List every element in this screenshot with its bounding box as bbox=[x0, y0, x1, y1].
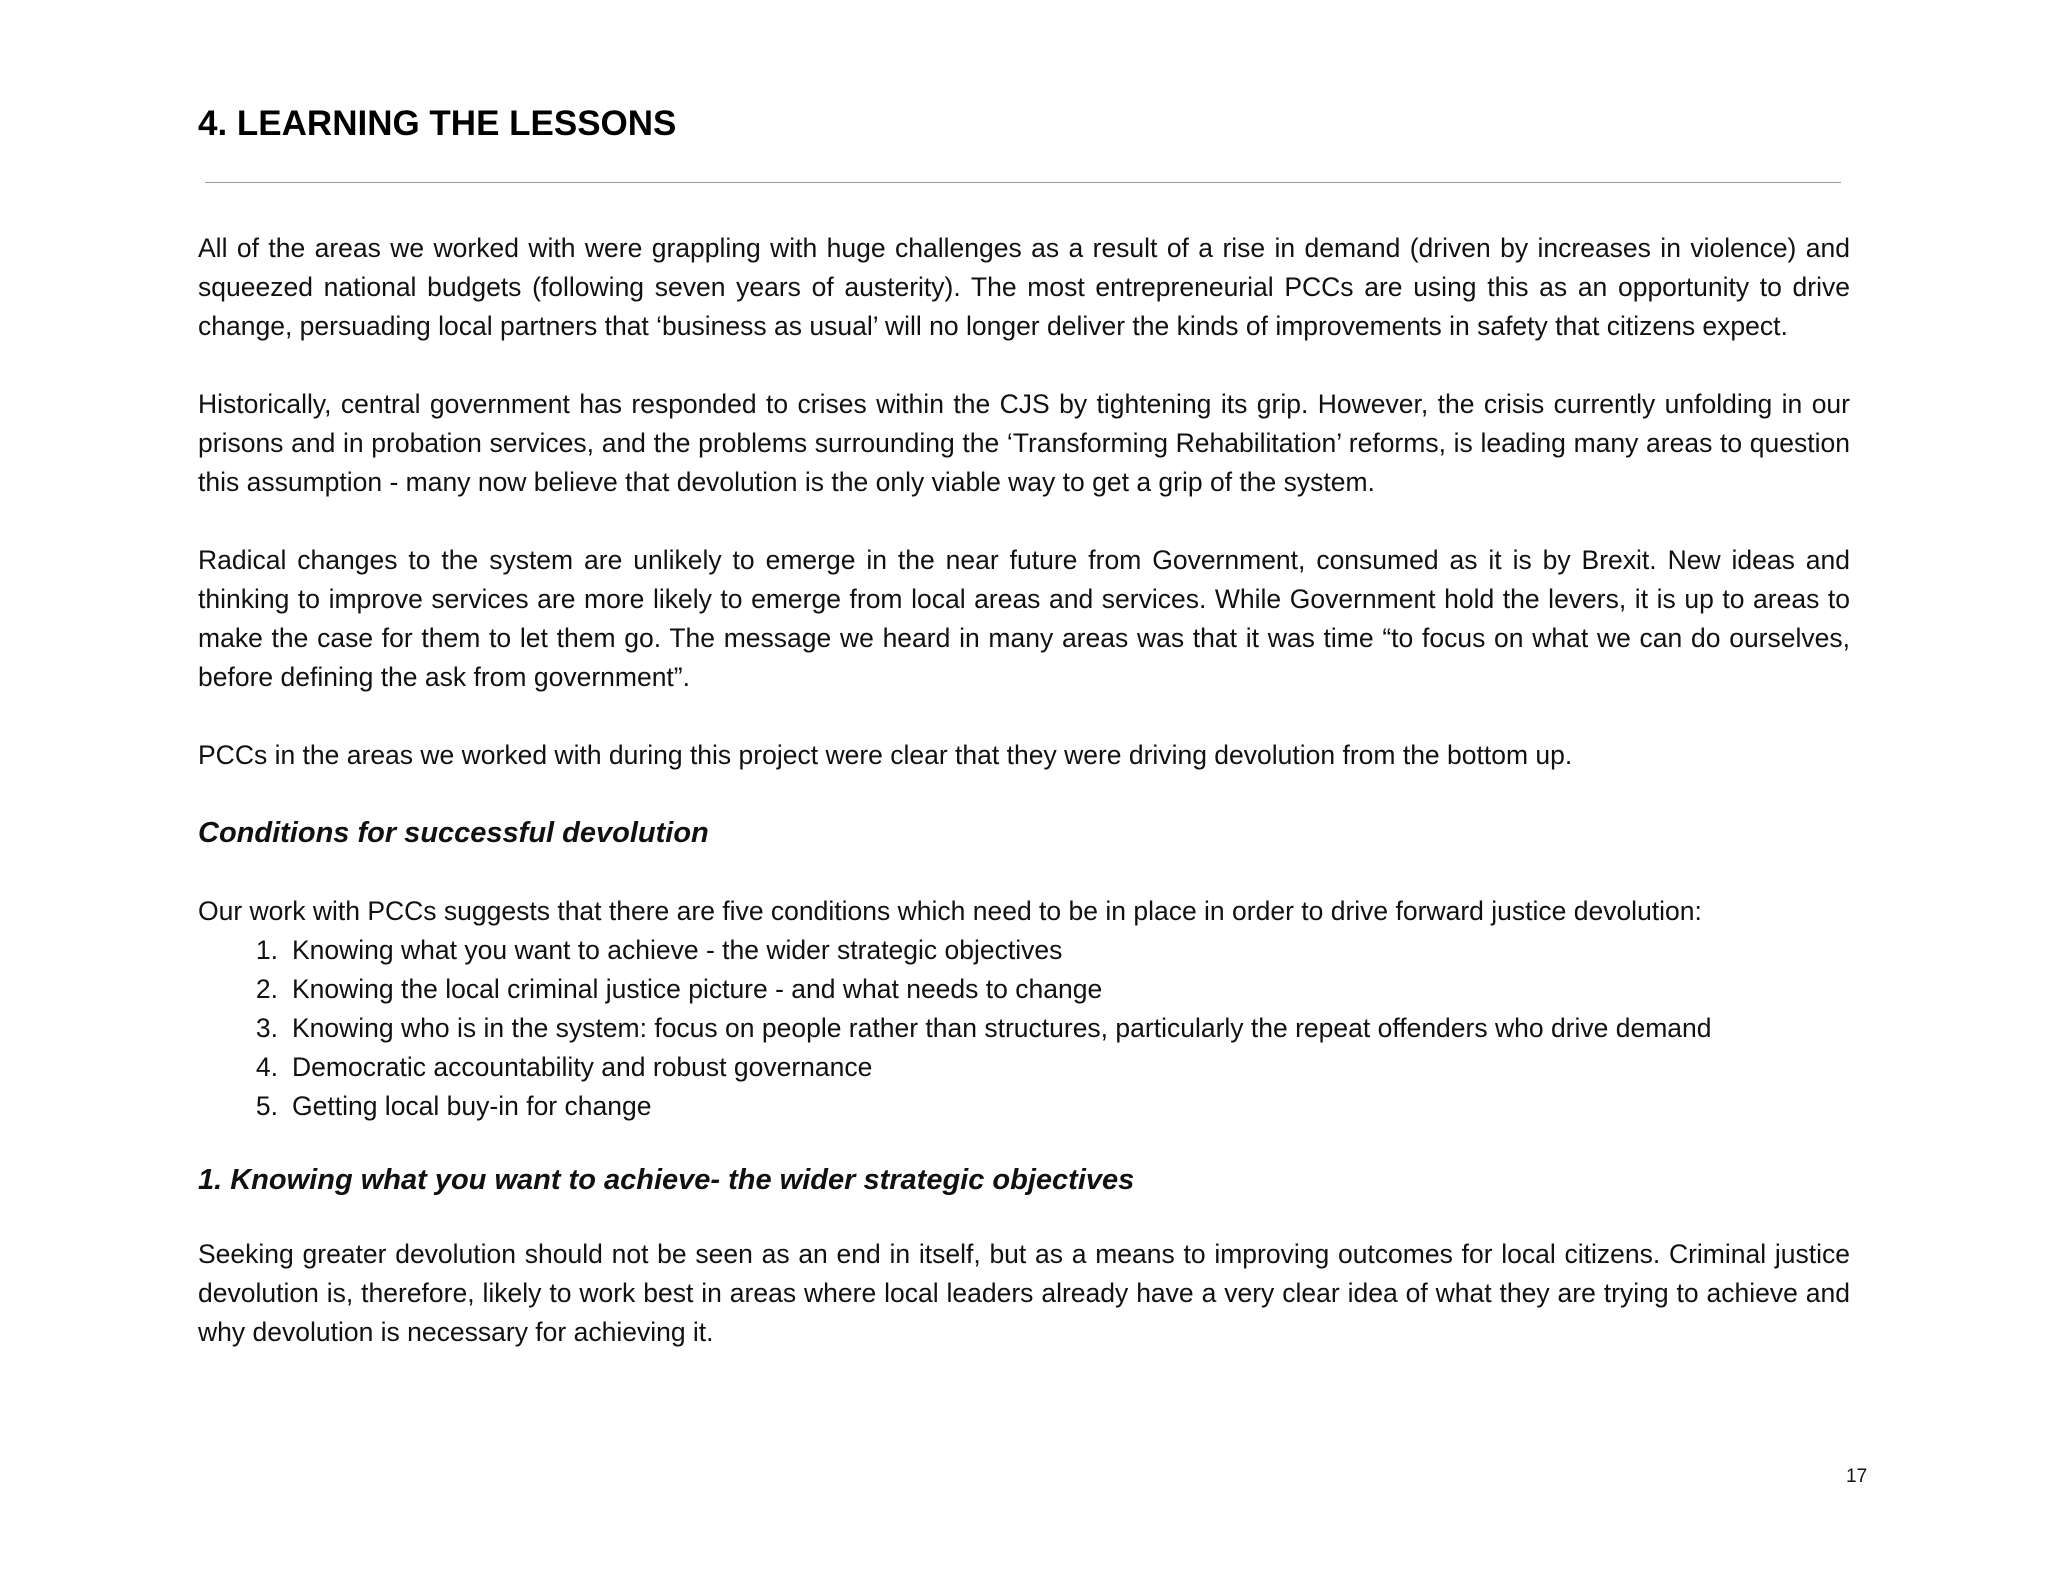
page-body bbox=[198, 229, 1850, 1352]
list-item-number: 1. bbox=[255, 935, 278, 965]
list-item bbox=[198, 1048, 1850, 1087]
list-item bbox=[198, 931, 1850, 970]
list-item-text: Knowing what you want to achieve - the wider strategic objectives bbox=[292, 935, 1063, 965]
paragraph-demand-challenges: All of the areas we worked with were grappling with huge challenges as a result of a rise in demand (driven by increases in violence) and squeezed national budgets (following seven years of austerity). The most entrepreneurial PCCs are using this as an opportunity to drive change, persuading local partners that ‘business as usual’ will no longer deliver the kinds of improvements in safety that citizens expect. bbox=[198, 233, 1850, 341]
conditions-intro: Our work with PCCs suggests that there are five conditions which need to be in place in order to drive forward justice devolution: bbox=[198, 896, 1702, 926]
conditions-heading: Conditions for successful devolution bbox=[198, 817, 709, 849]
list-item bbox=[198, 1009, 1850, 1048]
list-item-number: 3. bbox=[255, 1013, 278, 1043]
list-item-text: Knowing the local criminal justice picture - and what needs to change bbox=[292, 974, 1103, 1004]
paragraph-central-government: Historically, central government has responded to crises within the CJS by tightening its grip. However, the crisis currently unfolding in our prisons and in probation services, and the problems surrounding the ‘Transforming Rehabilitation’ reforms, is leading many areas to question this assumption - many now believe that devolution is the only viable way to get a grip of the system. bbox=[198, 389, 1850, 497]
conditions-list bbox=[198, 931, 1850, 1126]
list-item-number: 2. bbox=[255, 974, 278, 1004]
list-item-text: Getting local buy-in for change bbox=[292, 1091, 652, 1121]
list-item-text: Knowing who is in the system: focus on people rather than structures, particularly the repeat offenders who drive demand bbox=[292, 1013, 1712, 1043]
paragraph-radical-changes: Radical changes to the system are unlikely to emerge in the near future from Government, consumed as it is by Brexit. New ideas and thinking to improve services are more likely to emerge from local areas and services. While Government hold the levers, it is up to areas to make the case for them to let them go. The message we heard in many areas was that it was time “to focus on what we can do ourselves, before defining the ask from government”. bbox=[198, 545, 1850, 692]
list-item-text: Democratic accountability and robust governance bbox=[292, 1052, 873, 1082]
paragraph-bottom-up: PCCs in the areas we worked with during this project were clear that they were driving devolution from the bottom up. bbox=[198, 740, 1573, 770]
objectives-body: Seeking greater devolution should not be seen as an end in itself, but as a means to improving outcomes for local citizens. Criminal justice devolution is, therefore, likely to work best in areas where local leaders already have a very clear idea of what they are trying to achieve and why devolution is necessary for achieving it. bbox=[198, 1239, 1850, 1347]
objectives-heading: 1. Knowing what you want to achieve- the wider strategic objectives bbox=[198, 1164, 1135, 1196]
page-number: 17 bbox=[1846, 1466, 1868, 1487]
list-item-number: 4. bbox=[255, 1052, 278, 1082]
list-item-number: 5. bbox=[255, 1091, 278, 1121]
title-divider bbox=[205, 182, 1841, 183]
list-item bbox=[198, 1087, 1850, 1126]
list-item bbox=[198, 970, 1850, 1009]
section-title: 4. LEARNING THE LESSONS bbox=[198, 104, 677, 143]
